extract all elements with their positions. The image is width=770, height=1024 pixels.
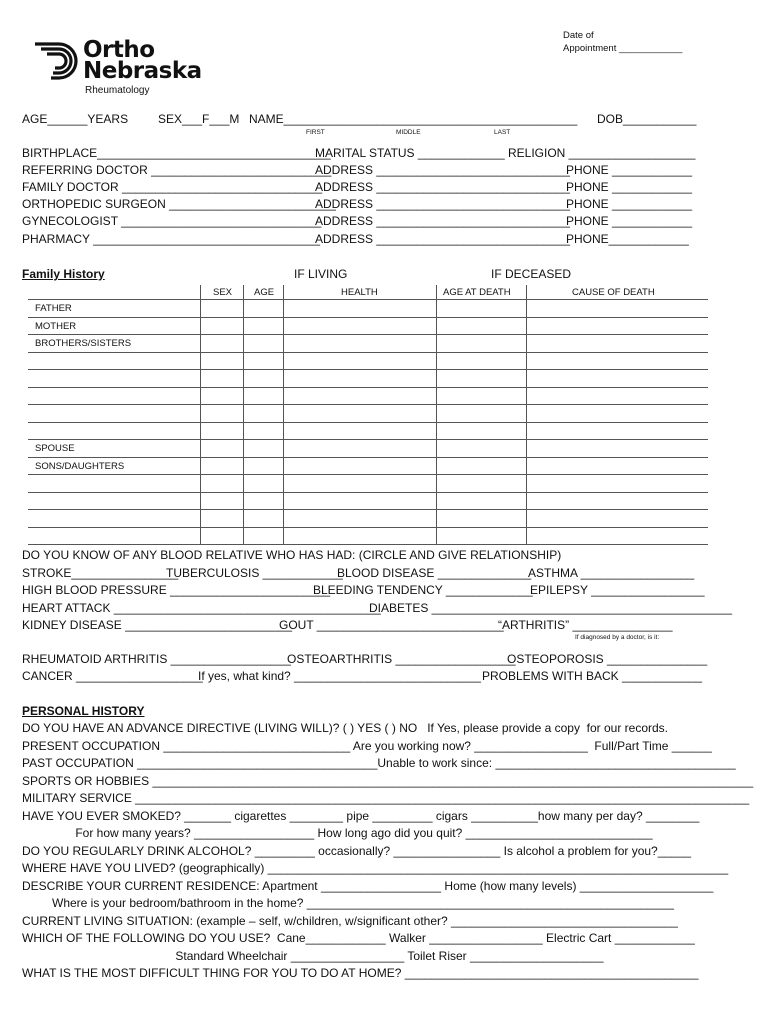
asthma-field[interactable]: ASTHMA _________________ <box>528 566 695 580</box>
table-row-label: SONS/DAUGHTERS <box>35 460 125 472</box>
osteoporosis-field[interactable]: OSTEOPOROSIS _______________ <box>507 652 708 666</box>
name-field[interactable]: NAME____________________________________________ <box>249 112 578 126</box>
smoking-field[interactable]: HAVE YOU EVER SMOKED? _______ cigarettes ________ pipe _________ cigars __________how many per day? ________ <box>22 808 700 823</box>
epilepsy-field[interactable]: EPILEPSY _________________ <box>530 583 705 597</box>
table-row[interactable] <box>28 334 708 352</box>
table-row[interactable] <box>28 299 708 317</box>
sports-hobbies-field[interactable]: SPORTS OR HOBBIES __________________________________________________________________________________________ <box>22 773 754 788</box>
name-last-caption: LAST <box>494 129 511 136</box>
appointment-date-field[interactable]: Appointment ____________ <box>563 43 683 54</box>
past-occupation-field[interactable]: PAST OCCUPATION ____________________________________Unable to work since: ____________________________________ <box>22 756 736 770</box>
table-row-label: BROTHERS/SISTERS <box>35 338 132 349</box>
logo-text-nebraska: Nebraska <box>83 58 202 84</box>
table-row-label: FATHER <box>35 303 72 314</box>
religion-field[interactable]: RELIGION ___________________ <box>508 146 696 160</box>
heart-attack-field[interactable]: HEART ATTACK ________________________________________ <box>22 601 381 615</box>
back-problems-field[interactable]: PROBLEMS WITH BACK ____________ <box>482 669 703 683</box>
cancer-kind-field[interactable]: If yes, what kind? ____________________________ <box>198 669 481 683</box>
most-difficult-task-field[interactable]: WHAT IS THE MOST DIFFICULT THING FOR YOU TO DO AT HOME? ____________________________________________ <box>22 966 699 980</box>
residence-field[interactable]: DESCRIBE YOUR CURRENT RESIDENCE: Apartment __________________ Home (how many levels) ____________________ <box>22 878 714 893</box>
tuberculosis-field[interactable]: TUBERCULOSIS ____________ <box>166 566 343 580</box>
pharmacy-phone-field[interactable]: PHONE____________ <box>566 232 689 246</box>
living-situation-field[interactable]: CURRENT LIVING SITUATION: (example – self, w/children, w/significant other? __________________________________ <box>22 913 678 928</box>
rheumatoid-arthritis-field[interactable]: RHEUMATOID ARTHRITIS __________________ <box>22 652 291 666</box>
arthritis-field[interactable]: “ARTHRITIS” _______________ <box>498 618 673 632</box>
pharmacy-field[interactable]: PHARMACY __________________________________ <box>22 232 321 246</box>
orthopedic-surgeon-phone-field[interactable]: PHONE ____________ <box>566 197 693 211</box>
column-header-health: HEALTH <box>341 287 378 298</box>
table-row-rule <box>28 544 708 545</box>
referring-doctor-address-field[interactable]: ADDRESS _____________________________ <box>315 163 570 177</box>
bleeding-tendency-field[interactable]: BLEEDING TENDENCY _____________ <box>313 583 533 597</box>
column-header-cause-of-death: CAUSE OF DEATH <box>572 287 655 298</box>
gynecologist-field[interactable]: GYNECOLOGIST ______________________________ <box>22 214 322 228</box>
table-row[interactable] <box>28 457 708 475</box>
logo-subtitle: Rheumatology <box>85 85 150 96</box>
table-row[interactable] <box>28 492 708 510</box>
diabetes-field[interactable]: DIABETES _____________________________________________ <box>369 601 733 615</box>
family-doctor-phone-field[interactable]: PHONE ____________ <box>566 180 693 194</box>
table-row[interactable] <box>28 317 708 335</box>
lived-where-field[interactable]: WHERE HAVE YOU LIVED? (geographically) _____________________________________________________________________ <box>22 861 729 875</box>
table-row[interactable] <box>28 509 708 527</box>
gynecologist-address-field[interactable]: ADDRESS _____________________________ <box>315 214 570 228</box>
bedroom-location-field[interactable]: Where is your bedroom/bathroom in the home? _______________________________________________________ <box>22 896 674 910</box>
family-doctor-address-field[interactable]: ADDRESS _____________________________ <box>315 180 570 194</box>
present-occupation-field[interactable]: PRESENT OCCUPATION ____________________________ Are you working now? _________________ Full/Part Time ______ <box>22 738 712 753</box>
table-row-label: MOTHER <box>35 320 77 332</box>
cancer-field[interactable]: CANCER ___________________ <box>22 669 203 683</box>
orthopedic-surgeon-field[interactable]: ORTHOPEDIC SURGEON _________________________ <box>22 197 336 211</box>
advance-directive-question[interactable]: DO YOU HAVE AN ADVANCE DIRECTIVE (LIVING WILL)? ( ) YES ( ) NO If Yes, please provide a copy for our records. <box>22 721 668 735</box>
orthopedic-surgeon-address-field[interactable]: ADDRESS _____________________________ <box>315 197 570 211</box>
sex-field[interactable]: SEX___F___M <box>158 112 240 126</box>
personal-history-title: PERSONAL HISTORY <box>22 704 145 718</box>
dob-field[interactable]: DOB___________ <box>597 112 697 126</box>
kidney-disease-field[interactable]: KIDNEY DISEASE _________________________ <box>22 618 292 632</box>
table-row[interactable] <box>28 387 708 405</box>
family-history-title: Family History <box>22 267 105 281</box>
age-field[interactable]: AGE______YEARS <box>22 112 129 126</box>
if-living-heading: IF LIVING <box>294 267 348 281</box>
date-label: Date of <box>563 30 594 41</box>
table-row[interactable] <box>28 422 708 440</box>
table-row[interactable] <box>28 352 708 370</box>
osteoarthritis-field[interactable]: OSTEOARTHRITIS __________________ <box>287 652 516 666</box>
military-service-field[interactable]: MILITARY SERVICE ____________________________________________________________________________________________ <box>22 791 750 805</box>
diagnosed-note: If diagnosed by a doctor, is it: <box>575 634 660 641</box>
blood-relative-question: DO YOU KNOW OF ANY BLOOD RELATIVE WHO HAS HAD: (CIRCLE AND GIVE RELATIONSHIP) <box>22 548 562 562</box>
table-row[interactable] <box>28 369 708 387</box>
alcohol-field[interactable]: DO YOU REGULARLY DRINK ALCOHOL? _________ occasionally? ________________ Is alcohol a problem for you?_____ <box>22 843 692 858</box>
if-deceased-heading: IF DECEASED <box>491 267 572 281</box>
mobility-aids-field[interactable]: WHICH OF THE FOLLOWING DO YOU USE? Cane____________ Walker _________________ Electric Cart ____________ <box>22 931 695 945</box>
table-row[interactable] <box>28 474 708 492</box>
table-row-label: SPOUSE <box>35 443 75 454</box>
blood-disease-field[interactable]: BLOOD DISEASE ______________ <box>337 566 532 580</box>
logo-text-ortho: Ortho <box>83 37 155 63</box>
column-header-age: AGE <box>254 287 275 298</box>
gynecologist-phone-field[interactable]: PHONE ____________ <box>566 214 693 228</box>
family-doctor-field[interactable]: FAMILY DOCTOR ______________________________ <box>22 180 323 194</box>
marital-status-field[interactable]: MARITAL STATUS _____________ <box>315 146 505 160</box>
high-blood-pressure-field[interactable]: HIGH BLOOD PRESSURE ________________________ <box>22 583 331 597</box>
name-middle-caption: MIDDLE <box>396 129 421 136</box>
stroke-field[interactable]: STROKE________________ <box>22 566 179 580</box>
smoking-years-field[interactable]: For how many years? __________________ How long ago did you quit? ____________________________ <box>22 826 653 840</box>
table-row[interactable] <box>28 439 708 457</box>
name-first-caption: FIRST <box>306 129 325 136</box>
referring-doctor-phone-field[interactable]: PHONE ____________ <box>566 163 693 177</box>
column-header-sex: SEX <box>213 287 233 298</box>
birthplace-field[interactable]: BIRTHPLACE___________________________________ <box>22 146 331 160</box>
column-header-age-at-death: AGE AT DEATH <box>443 287 511 298</box>
table-row[interactable] <box>28 527 708 545</box>
pharmacy-address-field[interactable]: ADDRESS _____________________________ <box>315 232 570 246</box>
gout-field[interactable]: GOUT ____________________________ <box>279 618 504 632</box>
mobility-aids-field-2[interactable]: Standard Wheelchair _________________ Toilet Riser ____________________ <box>22 948 604 963</box>
referring-doctor-field[interactable]: REFERRING DOCTOR ___________________________ <box>22 163 332 177</box>
table-row[interactable] <box>28 404 708 422</box>
